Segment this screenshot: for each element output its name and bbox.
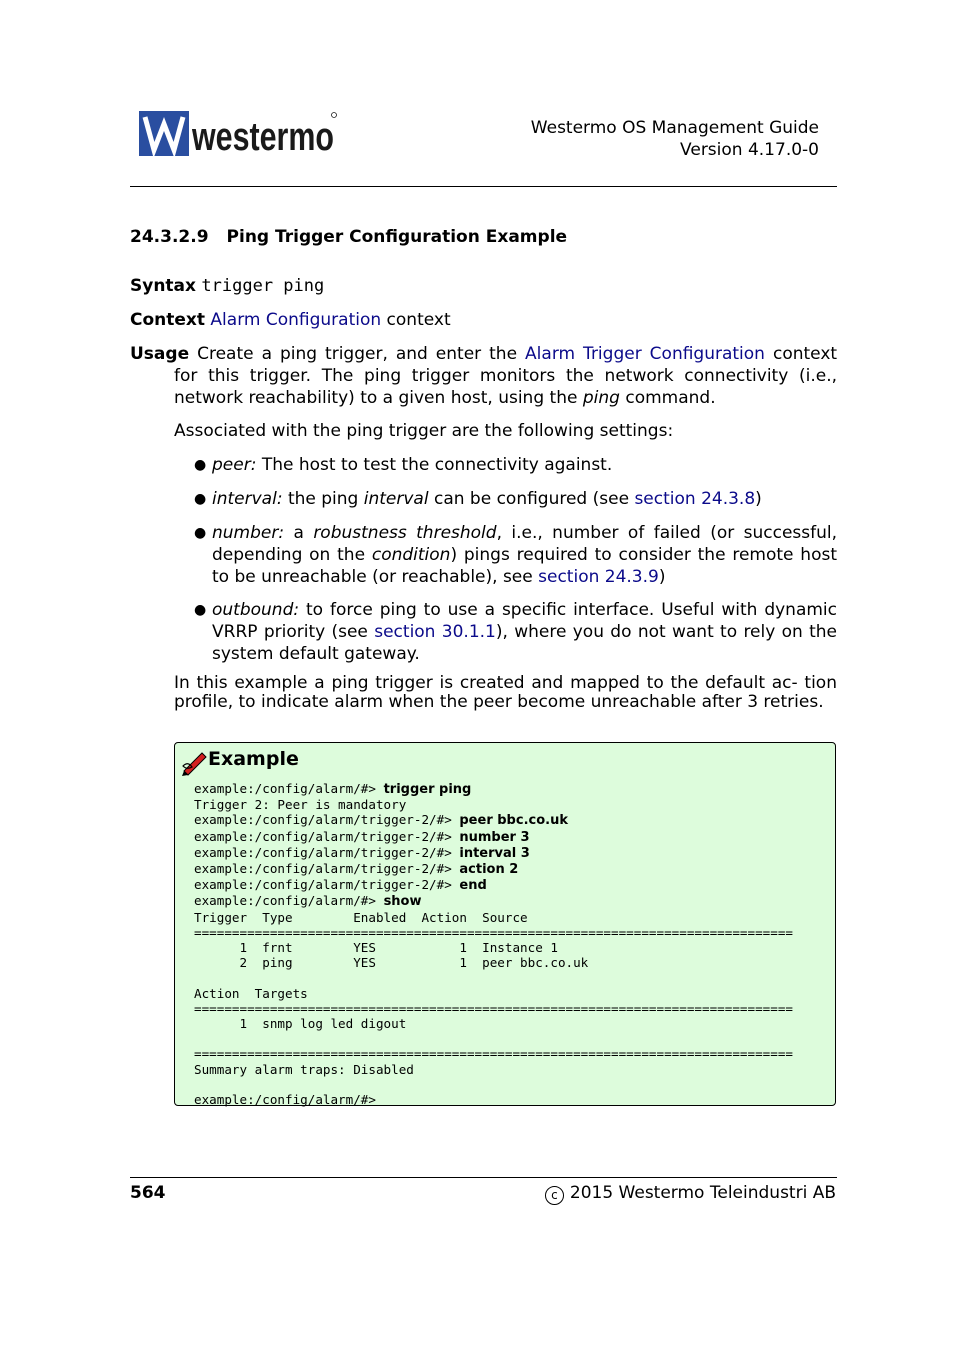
example-title: Example bbox=[208, 748, 299, 770]
code-line bbox=[194, 1062, 793, 1077]
bullet-dot: ● bbox=[194, 525, 207, 541]
code-command: end bbox=[459, 878, 487, 894]
context-suffix: context bbox=[386, 310, 451, 330]
usage-line-2: for this trigger. The ping trigger monitors the network connectivity (i.e., bbox=[174, 366, 837, 386]
section-24-3-8-link[interactable]: section 24.3.8 bbox=[634, 489, 756, 509]
context-label: Context bbox=[130, 310, 206, 330]
bullet-text: ) pings required to consider the remote host to be unreachable (or reachable), see bbox=[212, 545, 837, 587]
code-text: example:/config/alarm/trigger-2/#> bbox=[194, 877, 460, 893]
code-line bbox=[194, 970, 793, 985]
bullet-text: ), where you do not want to rely on the system default gateway. bbox=[212, 622, 838, 664]
code-line bbox=[194, 925, 793, 940]
bullet-dot: ● bbox=[194, 457, 207, 473]
code-command: trigger ping bbox=[383, 782, 472, 797]
code-text: example:/config/alarm/#> bbox=[194, 893, 384, 909]
bullet-dot: ● bbox=[194, 602, 207, 618]
code-line bbox=[194, 829, 793, 845]
section-24-3-9-link[interactable]: section 24.3.9 bbox=[538, 567, 659, 587]
code-command: number 3 bbox=[459, 829, 530, 845]
code-line bbox=[194, 940, 793, 955]
code-line bbox=[194, 812, 793, 828]
code-text: example:/config/alarm/trigger-2/#> bbox=[194, 812, 460, 828]
syntax-value: trigger ping bbox=[201, 276, 325, 296]
page-number: 564 bbox=[130, 1183, 166, 1203]
bullet-term: peer: bbox=[212, 455, 257, 475]
syntax-row bbox=[130, 275, 837, 297]
bullet-text: can be configured (see bbox=[433, 489, 630, 509]
code-line bbox=[194, 986, 793, 1001]
bullet-interval bbox=[212, 488, 837, 510]
code-text: =============================================================================== bbox=[194, 1000, 793, 1016]
code-text: 1 frnt YES 1 Instance 1 bbox=[194, 940, 558, 956]
code-command: interval 3 bbox=[459, 845, 530, 861]
bullet-text: to force ping to use a specific interface. Useful with dynamic VRRP priority (see bbox=[212, 600, 837, 642]
code-command: show bbox=[383, 894, 422, 910]
code-line bbox=[194, 1077, 793, 1092]
code-text: example:/config/alarm/trigger-2/#> bbox=[194, 844, 460, 860]
code-line bbox=[194, 877, 793, 893]
guide-title: Westermo OS Management Guide bbox=[530, 118, 819, 138]
code-line bbox=[194, 1016, 793, 1031]
pen-icon bbox=[180, 749, 208, 777]
bullet-italic: condition bbox=[371, 545, 451, 565]
code-text: 2 ping YES 1 peer bbc.co.uk bbox=[194, 955, 589, 971]
bullet-term: number: bbox=[212, 523, 285, 543]
code-text: Trigger Type Enabled Action Source bbox=[194, 909, 528, 925]
footer-rule bbox=[130, 1177, 837, 1178]
code-text bbox=[194, 1031, 202, 1046]
code-text: Trigger 2: Peer is mandatory bbox=[194, 797, 407, 813]
bullet-peer bbox=[212, 454, 837, 476]
code-text: Summary alarm traps: Disabled bbox=[194, 1061, 414, 1077]
header-info bbox=[531, 117, 819, 161]
code-text bbox=[194, 1077, 202, 1092]
code-line bbox=[194, 797, 793, 812]
example-code bbox=[194, 781, 793, 1107]
bullet-dot: ● bbox=[194, 491, 207, 507]
code-text: Action Targets bbox=[194, 985, 308, 1001]
code-command: peer bbc.co.uk bbox=[459, 813, 568, 829]
bullet-term: interval: bbox=[212, 489, 283, 509]
code-line bbox=[194, 1001, 793, 1016]
associated-text: Associated with the ping trigger are the following settings: bbox=[174, 421, 674, 441]
section-30-1-1-link[interactable]: section 30.1.1 bbox=[374, 622, 496, 642]
bullet-outbound bbox=[212, 599, 837, 665]
usage-italic: ping bbox=[582, 388, 620, 408]
context-row bbox=[130, 309, 837, 331]
usage-text: Create a ping trigger, and enter the bbox=[197, 344, 518, 364]
usage-text: command. bbox=[625, 388, 716, 408]
bullet-italic: robustness threshold bbox=[313, 523, 497, 543]
bullet-text: ) bbox=[755, 489, 762, 509]
code-line bbox=[194, 781, 793, 797]
section-title: Ping Trigger Configuration Example bbox=[226, 227, 568, 247]
usage-line-3 bbox=[174, 387, 837, 409]
code-text: example:/config/alarm/trigger-2/#> bbox=[194, 828, 460, 844]
code-text: =============================================================================== bbox=[194, 1046, 793, 1062]
guide-version: Version 4.17.0-0 bbox=[680, 140, 819, 160]
footer-copyright bbox=[545, 1183, 836, 1205]
code-line bbox=[194, 910, 793, 925]
code-text: example:/config/alarm/trigger-2/#> bbox=[194, 861, 460, 877]
usage-text: context bbox=[772, 344, 838, 364]
code-command: action 2 bbox=[459, 862, 519, 878]
section-number: 24.3.2.9 bbox=[130, 227, 209, 247]
code-line bbox=[194, 1031, 793, 1046]
code-text bbox=[194, 970, 202, 985]
alarm-configuration-link[interactable]: Alarm Configuration bbox=[210, 310, 382, 330]
westermo-logo bbox=[139, 110, 339, 158]
bullet-text: a bbox=[293, 523, 304, 543]
copyright-text: 2015 Westermo Teleindustri AB bbox=[569, 1183, 836, 1203]
usage-label: Usage bbox=[130, 344, 190, 364]
bullet-italic: interval bbox=[363, 489, 429, 509]
example-intro: In this example a ping trigger is created and mapped to the default ac- tion profile, to indicate alarm when the peer become unreachable after 3 retries. bbox=[174, 673, 837, 712]
bullet-text: the ping bbox=[287, 489, 359, 509]
header-rule bbox=[130, 186, 837, 187]
code-line bbox=[194, 1046, 793, 1061]
code-line bbox=[194, 893, 793, 909]
usage-line-1 bbox=[130, 343, 837, 365]
code-line bbox=[194, 861, 793, 877]
code-line bbox=[194, 955, 793, 970]
code-text: =============================================================================== bbox=[194, 924, 793, 940]
code-text: example:/config/alarm/#> bbox=[194, 1092, 376, 1108]
bullet-text: The host to test the connectivity against. bbox=[261, 455, 613, 475]
code-text: example:/config/alarm/#> bbox=[194, 781, 384, 796]
bullet-term: outbound: bbox=[212, 600, 300, 620]
bullet-number bbox=[212, 522, 837, 588]
code-line bbox=[194, 1092, 793, 1107]
svg-text:westermo: westermo bbox=[191, 115, 334, 159]
bullet-text: , i.e., number of failed (or successful, depending on the bbox=[212, 523, 838, 565]
alarm-trigger-configuration-link[interactable]: Alarm Trigger Configuration bbox=[525, 344, 765, 364]
section-heading bbox=[130, 227, 567, 247]
syntax-label: Syntax bbox=[130, 276, 196, 296]
code-text: 1 snmp log led digout bbox=[194, 1016, 407, 1032]
code-line bbox=[194, 845, 793, 861]
copyright-icon: c bbox=[545, 1186, 564, 1205]
usage-text: network reachability) to a given host, using the bbox=[174, 388, 578, 408]
bullet-text: ) bbox=[658, 567, 666, 587]
